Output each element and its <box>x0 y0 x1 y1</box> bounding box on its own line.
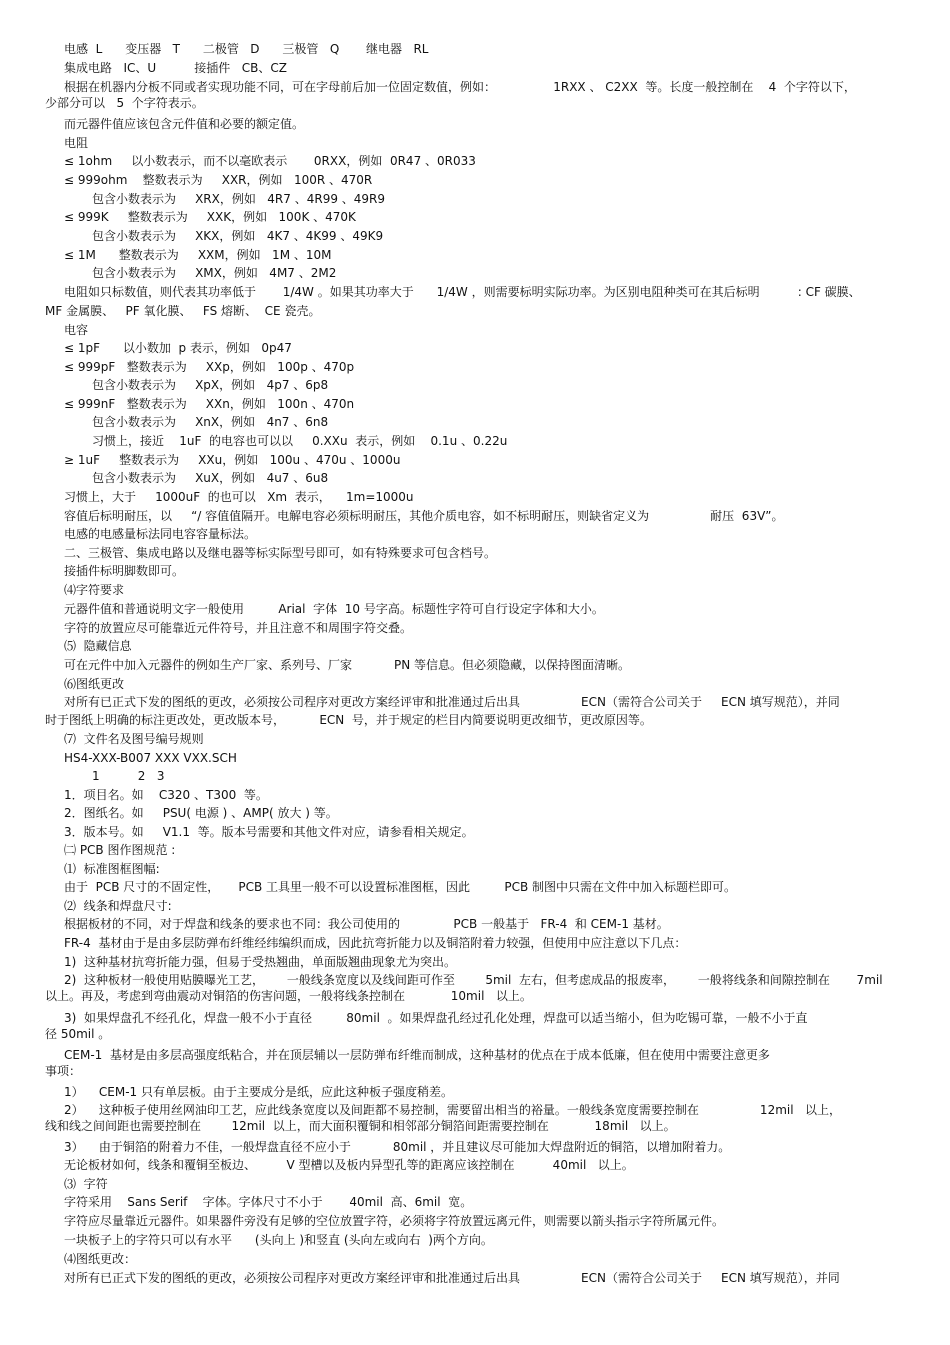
text-line: 2) 这种板材一般使用贴膜曝光工艺， 一般线条宽度以及线间距可作至 5mil 左右，但考虑成品的报废率， 一般将线条和间隙控制在 7mil <box>64 973 883 987</box>
text-line: 根据板材的不同，对于焊盘和线条的要求也不同：我公司使用的 PCB 一般基于 FR-4 和 CEM-1 基材。 <box>64 917 669 931</box>
text-line: 包含小数表示为 XnX，例如 4n7 、6n8 <box>92 415 329 429</box>
text-line: ≤ 999nF 整数表示为 XXn，例如 100n 、470n <box>64 397 355 411</box>
text-line: 包含小数表示为 XMX，例如 4M7 、2M2 <box>92 266 337 280</box>
text-line: 元器件值和普通说明文字一般使用 Arial 字体 10 号字高。标题性字符可自行设定字体和大小。 <box>64 602 604 616</box>
text-line: ⑴ 标准图框图幅: <box>64 862 160 876</box>
text-line: 接插件标明脚数即可。 <box>64 564 185 578</box>
text-line: 电容 <box>64 323 89 337</box>
text-line: 3） 由于铜箔的附着力不佳，一般焊盘直径不应小于 80mil ，并且建议尽可能加大焊盘附近的铜箔，以增加附着力。 <box>64 1140 731 1154</box>
text-line: 2．图纸名。如 PSU( 电源 ) 、AMP( 放大 ) 等。 <box>64 806 338 820</box>
text-line: 包含小数表示为 XuX，例如 4u7 、6u8 <box>92 471 329 485</box>
text-line: 包含小数表示为 XpX，例如 4p7 、6p8 <box>92 378 329 392</box>
text-line: ⑹图纸更改 <box>64 677 125 691</box>
text-line: 对所有已正式下发的图纸的更改，必须按公司程序对更改方案经评审和批准通过后出具 ECN（需符合公司关于 ECN 填写规范），并同 <box>64 695 840 709</box>
text-line: 一块板子上的字符只可以有水平 (头向上 )和竖直 (头向左或向右 )两个方向。 <box>64 1233 493 1247</box>
text-line: 电感的电感量标法同电容容量标法。 <box>64 527 257 541</box>
text-line: ≤ 999pF 整数表示为 XXp，例如 100p 、470p <box>64 360 355 374</box>
text-line: ⑷图纸更改： <box>64 1252 137 1266</box>
text-line: 1．项目名。如 C320 、T300 等。 <box>64 788 268 802</box>
text-line: ⑸ 隐藏信息 <box>64 639 132 653</box>
text-line: 对所有已正式下发的图纸的更改，必须按公司程序对更改方案经评审和批准通过后出具 ECN（需符合公司关于 ECN 填写规范），并同 <box>64 1271 840 1285</box>
text-line: CEM-1 基材是由多层高强度纸粘合，并在顶层辅以一层防弹布纤维而制成，这种基材的优点在于成本低廉，但在使用中需要注意更多 <box>64 1048 770 1062</box>
text-line: 1） CEM-1 只有单层板。由于主要成分是纸，应此这种板子强度稍差。 <box>64 1085 453 1099</box>
text-line: ≤ 1pF 以小数加 p 表示，例如 0p47 <box>64 341 292 355</box>
text-line: 二、三极管、集成电路以及继电器等标实际型号即可，如有特殊要求可包含档号。 <box>64 546 497 560</box>
text-line: 电阻 <box>64 136 89 150</box>
text-line: 集成电路 IC、U 接插件 CB、CZ <box>64 61 287 75</box>
text-line: 3．版本号。如 V1.1 等。版本号需要和其他文件对应，请参看相关规定。 <box>64 825 474 839</box>
text-line: 可在元件中加入元器件的例如生产厂家、系列号、厂家 PN 等信息。但必须隐藏，以保持图面清晰。 <box>64 658 630 672</box>
text-line: 电阻如只标数值，则代表其功率低于 1/4W 。如果其功率大于 1/4W ，则需要标明实际功率。为区别电阻种类可在其后标明 : CF 碳膜、 <box>64 285 861 299</box>
text-line: 字符的放置应尽可能靠近元件符号，并且注意不和周围字符交叠。 <box>64 621 413 635</box>
text-line: 电感 L 变压器 T 二极管 D 三极管 Q 继电器 RL <box>64 42 429 56</box>
text-line: 字符采用 Sans Serif 字体。字体尺寸不小于 40mil 高、6mil 宽。 <box>64 1195 473 1209</box>
text-line: 包含小数表示为 XRX，例如 4R7 、4R99 、49R9 <box>92 192 386 206</box>
text-line: 3) 如果焊盘孔不经孔化，焊盘一般不小于直径 80mil 。如果焊盘孔经过孔化处理，焊盘可以适当缩小，但为吃锡可靠，一般不小于直 <box>64 1011 808 1025</box>
text-line: ⑺ 文件名及图号编号规则 <box>64 732 204 746</box>
text-line: 以上。再及，考虑到弯曲震动对铜箔的伤害问题，一般将线条控制在 10mil 以上。 <box>45 989 532 1003</box>
text-line: ⑷字符要求 <box>64 583 125 597</box>
text-line: 2） 这种板子使用丝网油印工艺，应此线条宽度以及间距都不易控制，需要留出相当的裕量。一般线条宽度需要控制在 12mil 以上， <box>64 1103 841 1117</box>
text-line: ⑵ 线条和焊盘尺寸: <box>64 899 172 913</box>
text-line: 1) 这种基材抗弯折能力强，但易于受热翘曲，单面版翘曲现象尤为突出。 <box>64 955 456 969</box>
text-line: 习惯上，大于 1000uF 的也可以 Xm 表示， 1m=1000u <box>64 490 414 504</box>
text-line: 时于图纸上明确的标注更改处，更改版本号， ECN 号，并于规定的栏目内简要说明更改细节，更改原因等。 <box>45 713 652 727</box>
text-line: 线和线之间间距也需要控制在 12mil 以上，而大面积覆铜和相邻部分铜箔间距需要控制在 18mil 以上。 <box>45 1119 676 1133</box>
text-line: 事项： <box>45 1064 82 1078</box>
text-line: ≥ 1uF 整数表示为 XXu，例如 100u 、470u 、1000u <box>64 453 401 467</box>
text-line: ≤ 1ohm 以小数表示，而不以毫欧表示 0RXX，例如 0R47 、0R033 <box>64 154 476 168</box>
text-line: 径 50mil 。 <box>45 1027 111 1041</box>
text-line: ㈡ PCB 图作图规范 : <box>64 843 176 857</box>
text-line: 习惯上，接近 1uF 的电容也可以以 0.XXu 表示，例如 0.1u 、0.22u <box>92 434 508 448</box>
text-line: 根据在机器内分板不同或者实现功能不同，可在字母前后加一位固定数值，例如： 1RXX 、 C2XX 等。长度一般控制在 4 个字符以下， <box>64 80 856 94</box>
text-line: 包含小数表示为 XKX，例如 4K7 、4K99 、49K9 <box>92 229 384 243</box>
text-line: MF 金属膜、 PF 氧化膜、 FS 熔断、 CE 瓷壳。 <box>45 304 321 318</box>
text-line: HS4-XXX-B007 XXX VXX.SCH <box>64 751 237 765</box>
text-line: 少部分可以 5 个字符表示。 <box>45 96 204 110</box>
text-line: 由于 PCB 尺寸的不固定性， PCB 工具里一般不可以设置标准图框，因此 PCB 制图中只需在文件中加入标题栏即可。 <box>64 880 737 894</box>
text-line: 字符应尽量靠近元器件。如果器件旁没有足够的空位放置字符，必须将字符放置远离元件，则需要以箭头指示字符所属元件。 <box>64 1214 725 1228</box>
text-line: 而元器件值应该包含元件值和必要的额定值。 <box>64 117 305 131</box>
text-line: ≤ 1M 整数表示为 XXM，例如 1M 、10M <box>64 248 332 262</box>
text-line: ≤ 999ohm 整数表示为 XXR，例如 100R 、470R <box>64 173 373 187</box>
text-line: 1 2 3 <box>92 769 165 783</box>
text-line: 无论板材如何，线条和覆铜至板边、 V 型槽以及板内异型孔等的距离应该控制在 40mil 以上。 <box>64 1158 634 1172</box>
text-line: ⑶ 字符 <box>64 1177 108 1191</box>
text-line: 容值后标明耐压，以 “/ 容值值隔开。电解电容必须标明耐压，其他介质电容，如不标明耐压，则缺省定义为 耐压 63V”。 <box>64 509 784 523</box>
text-line: ≤ 999K 整数表示为 XXK，例如 100K 、470K <box>64 210 356 224</box>
text-line: FR-4 基材由于是由多层防弹布纤维经纬编织而成，因此抗弯折能力以及铜箔附着力较强，但使用中应注意以下几点： <box>64 936 687 950</box>
